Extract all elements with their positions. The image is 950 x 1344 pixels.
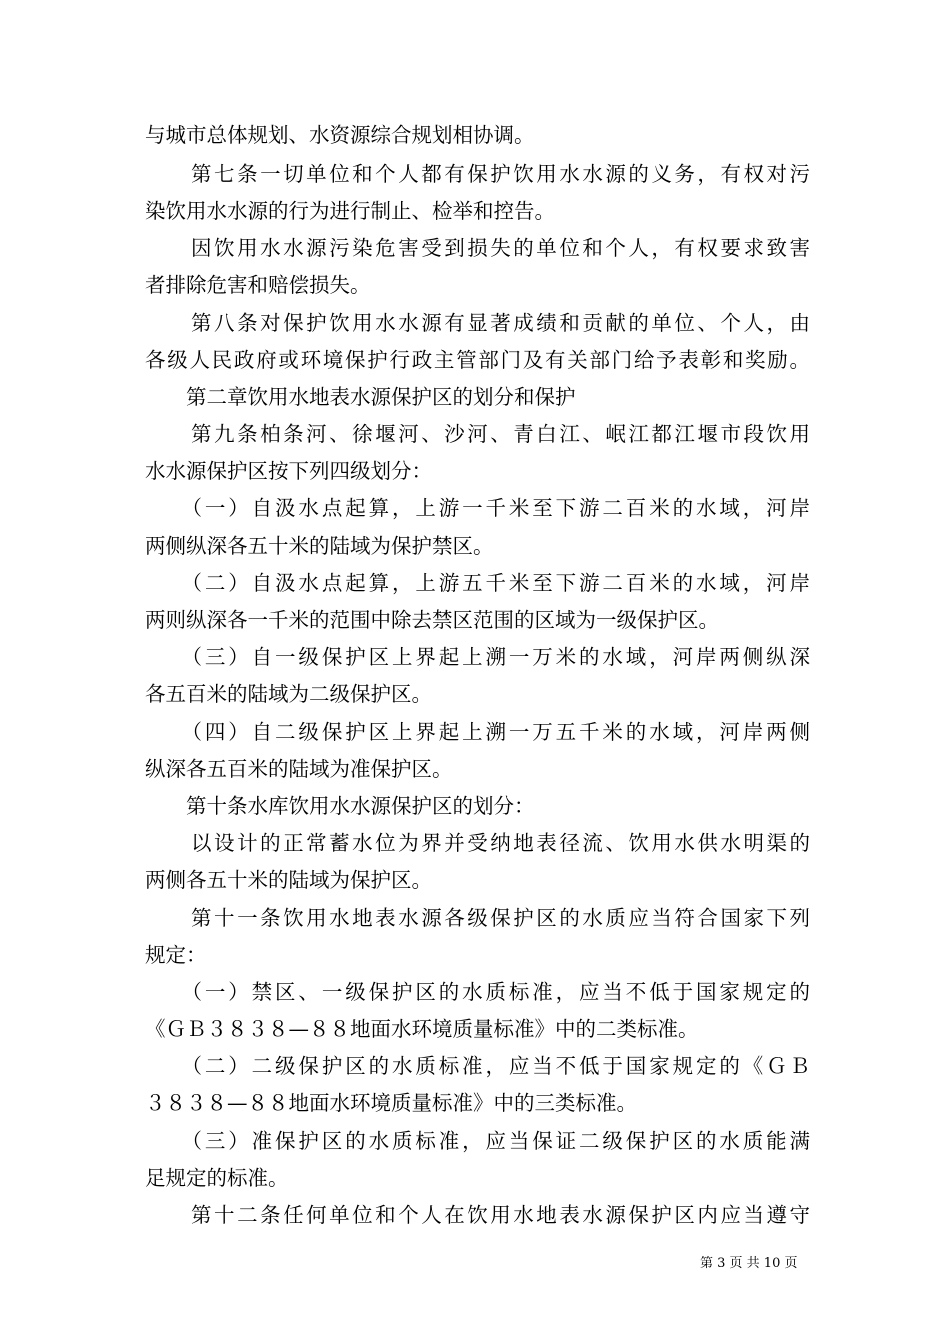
- text-line: 两侧纵深各五十米的陆域为保护禁区。: [145, 534, 494, 558]
- text-line: 第九条柏条河、徐堰河、沙河、青白江、岷江都江堰市段饮用: [145, 422, 810, 446]
- text-line: 与城市总体规划、水资源综合规划相协调。: [145, 123, 535, 147]
- text-line: 足规定的标准。: [145, 1166, 289, 1190]
- text-line: （二）自汲水点起算，上游五千米至下游二百米的水域，河岸: [145, 571, 810, 595]
- section-heading: 第二章饮用水地表水源保护区的划分和保护: [145, 385, 576, 409]
- text-line: 两则纵深各一千米的范围中除去禁区范围的区域为一级保护区。: [145, 608, 719, 632]
- text-line: （二）二级保护区的水质标准，应当不低于国家规定的《ＧＢ: [145, 1054, 810, 1078]
- text-line: 纵深各五百米的陆域为准保护区。: [145, 757, 453, 781]
- text-line: 《ＧＢ３８３８—８８地面水环境质量标准》中的二类标准。: [145, 1017, 699, 1041]
- page-number: 第 3 页 共 10 页: [700, 1256, 798, 1271]
- text-line: 第十一条饮用水地表水源各级保护区的水质应当符合国家下列: [145, 906, 810, 930]
- text-line: （三）自一级保护区上界起上溯一万米的水域，河岸两侧纵深: [145, 645, 810, 669]
- text-line: 第十二条任何单位和个人在饮用水地表水源保护区内应当遵守: [145, 1203, 810, 1227]
- text-line: （四）自二级保护区上界起上溯一万五千米的水域，河岸两侧: [145, 720, 810, 744]
- text-line: 第七条一切单位和个人都有保护饮用水水源的义务，有权对污: [145, 162, 810, 186]
- text-line: 规定：: [145, 943, 207, 967]
- text-line: 染饮用水水源的行为进行制止、检举和控告。: [145, 199, 555, 223]
- text-line: ３８３８—８８地面水环境质量标准》中的三类标准。: [145, 1091, 637, 1115]
- text-line: 各五百米的陆域为二级保护区。: [145, 682, 432, 706]
- text-line: 第八条对保护饮用水水源有显著成绩和贡献的单位、个人，由: [145, 311, 810, 335]
- text-line: 各级人民政府或环境保护行政主管部门及有关部门给予表彰和奖励。: [145, 348, 810, 372]
- text-line: 以设计的正常蓄水位为界并受纳地表径流、饮用水供水明渠的: [145, 831, 810, 855]
- text-line: 水水源保护区按下列四级划分：: [145, 459, 432, 483]
- text-line: （一）自汲水点起算，上游一千米至下游二百米的水域，河岸: [145, 496, 810, 520]
- text-line: 两侧各五十米的陆域为保护区。: [145, 868, 432, 892]
- text-line: （一）禁区、一级保护区的水质标准，应当不低于国家规定的: [145, 980, 810, 1004]
- text-line: （三）准保护区的水质标准，应当保证二级保护区的水质能满: [145, 1129, 810, 1153]
- text-line: 第十条水库饮用水水源保护区的划分：: [145, 794, 535, 818]
- text-line: 者排除危害和赔偿损失。: [145, 273, 371, 297]
- text-line: 因饮用水水源污染危害受到损失的单位和个人，有权要求致害: [145, 236, 810, 260]
